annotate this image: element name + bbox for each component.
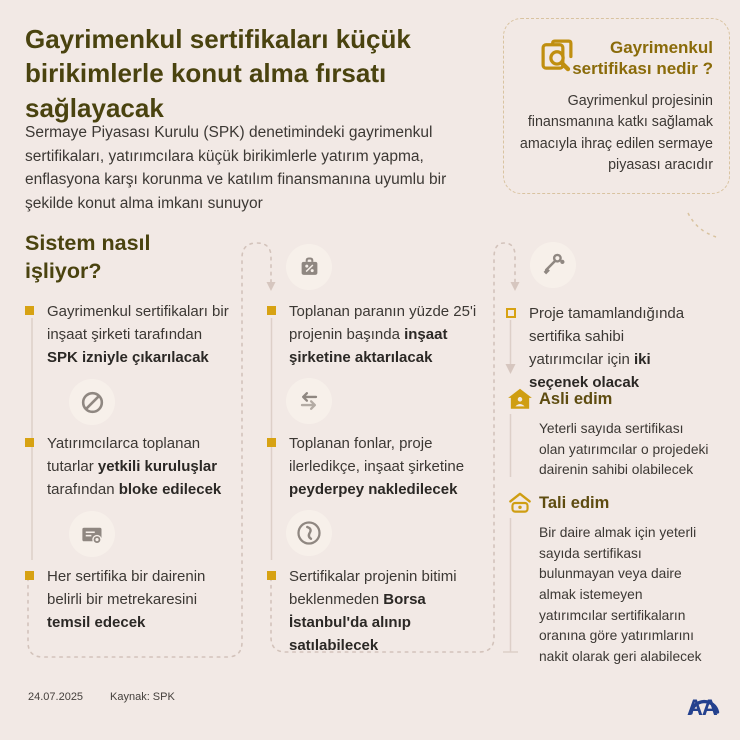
- step-text: Sertifikalar projenin bitimi beklenmeden Borsa İstanbul'da alınıp satılabilecek: [289, 568, 457, 654]
- edim-label: Tali edim: [539, 493, 610, 512]
- publish-date: 24.07.2025: [28, 691, 84, 703]
- step-text: Yatırımcılarca toplanan tutarlar yetkili kuruluşlar tarafından bloke edilecek: [47, 435, 222, 498]
- step-text: Proje tamamlandığında sertifika sahibi yatırımcılar için iki seçenek olacak: [529, 305, 685, 391]
- source-label: Kaynak: SPK: [110, 691, 175, 703]
- edim-body-text: Yeterli sayıda sertifikası olan yatırımcılar o projedeki dairenin sahibi olabilecek: [539, 421, 709, 478]
- keys-icon: [530, 242, 576, 288]
- step-bullet: [25, 306, 34, 315]
- step-text: Gayrimenkul sertifikaları bir inşaat şirketi tarafından SPK izniyle çıkarılacak: [47, 303, 229, 366]
- percent-tag-icon: [286, 244, 332, 290]
- step-bullet: [25, 438, 34, 447]
- intro-paragraph: Sermaye Piyasası Kurulu (SPK) denetimindeki gayrimenkul sertifikaları, yatırımcılara küçük birikimlerle yatırım yapma, enflasyona karşı korunma ve katılım finansmanına uyumlu bir şekilde konut alma imkanı sunuyor: [25, 124, 447, 212]
- svg-text:AA: AA: [687, 695, 717, 720]
- edim-heading: [506, 490, 711, 516]
- certificate-icon: [69, 511, 115, 557]
- section-heading: Sistem nasıl işliyor?: [25, 231, 151, 283]
- step-bullet: [267, 306, 276, 315]
- page-title: Gayrimenkul sertifikaları küçük birikimlerle konut alma fırsatı sağlayacak: [25, 24, 411, 123]
- step-bullet: [267, 438, 276, 447]
- step-text: Toplanan fonlar, proje ilerledikçe, inşaat şirketine peyderpey nakledilecek: [289, 435, 465, 498]
- edim-heading: [506, 386, 711, 412]
- flow-column-2: [267, 238, 477, 658]
- step-bullet: [506, 308, 516, 318]
- step-text: Her sertifika bir dairenin belirli bir metrekaresini temsil edecek: [47, 568, 206, 631]
- flow-step: [506, 303, 701, 395]
- edim-body-text: Bir daire almak için yeterli sayıda sertifikası bulunmayan veya daire almak istemeyen yatırımcılar sertifikaların oranına göre yatırımlarını nakit olarak geri alabilecek: [539, 525, 702, 665]
- exchange-arrows-icon: [286, 378, 332, 424]
- home-cash-icon: [506, 490, 536, 516]
- document-search-icon: [538, 37, 576, 73]
- edim-block: [506, 386, 711, 481]
- definition-box-header: [518, 37, 713, 81]
- step-bullet: [267, 571, 276, 580]
- flow-step: [267, 301, 481, 370]
- flow-step: [267, 566, 481, 658]
- flow-column-1: [25, 295, 229, 715]
- prohibition-icon: [69, 379, 115, 425]
- flow-step: [267, 433, 481, 502]
- anadolu-agency-logo: [684, 686, 724, 720]
- definition-box-title: Gayrimenkul sertifikası nedir ?: [572, 38, 713, 79]
- definition-box: [503, 18, 730, 194]
- step-bullet: [25, 571, 34, 580]
- step-text: Toplanan paranın yüzde 25'i projenin başında inşaat şirketine aktarılacak: [289, 303, 477, 366]
- edim-block: [506, 490, 711, 668]
- flow-step: [25, 433, 232, 502]
- flow-step: [25, 301, 232, 370]
- edim-label: Asli edim: [539, 389, 613, 408]
- flow-step: [25, 566, 232, 635]
- home-owner-icon: [506, 386, 536, 412]
- flow-column-3: [506, 238, 722, 665]
- borsa-istanbul-icon: [286, 510, 332, 556]
- definition-box-body: Gayrimenkul projesinin finansmanına katkı sağlamak amacıyla ihraç edilen sermaye piyasası aracıdır: [519, 93, 713, 174]
